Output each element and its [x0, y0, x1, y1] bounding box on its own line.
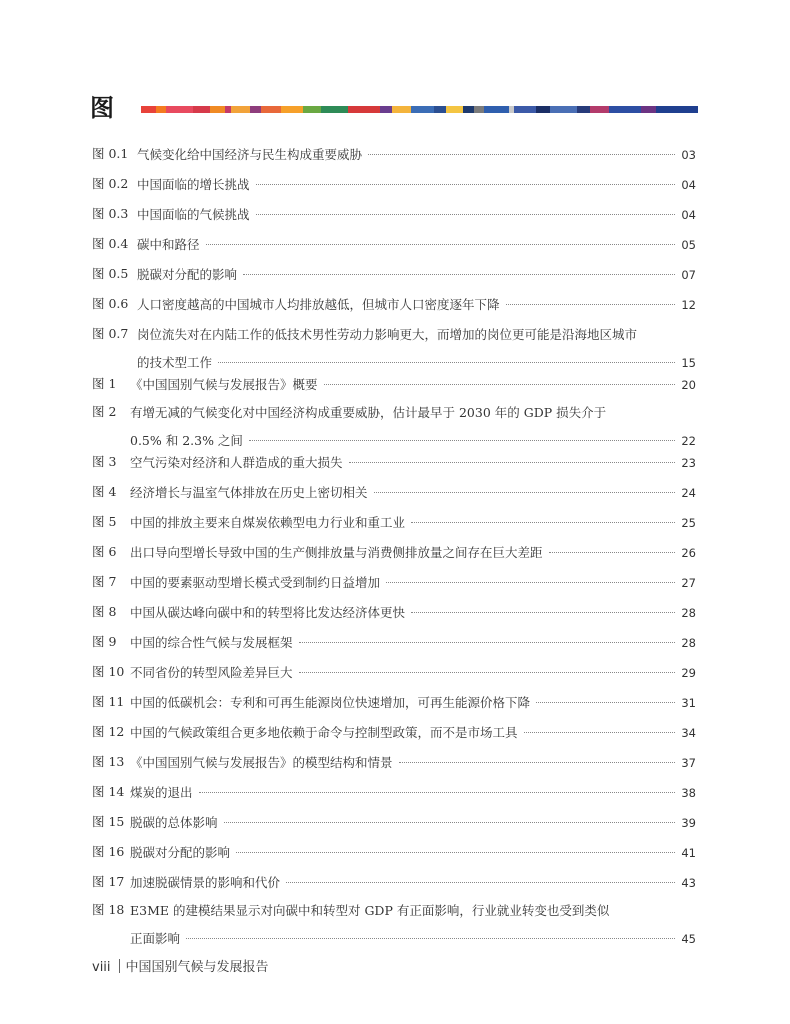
color-bar-segment — [250, 106, 261, 113]
page-number: 38 — [681, 786, 696, 800]
color-bar-segment — [411, 106, 433, 113]
dot-leader — [206, 244, 676, 245]
figure-title: 中国的低碳机会：专利和可再生能源岗位快速增加，可再生能源价格下降 — [130, 695, 531, 710]
page-number: 39 — [681, 816, 696, 830]
dot-leader — [524, 732, 676, 733]
dot-leader — [549, 552, 676, 553]
page-number: 04 — [681, 178, 696, 192]
dot-leader — [243, 274, 675, 275]
dot-leader — [399, 762, 676, 763]
figure-number: 图 10 — [92, 664, 125, 679]
color-bar-segment — [484, 106, 509, 113]
figure-number: 图 0.7 — [92, 326, 129, 341]
figure-title: 中国的排放主要来自煤炭依赖型电力行业和重工业 — [130, 515, 406, 530]
color-bar-segment — [231, 106, 251, 113]
figure-title: 加速脱碳情景的影响和代价 — [130, 875, 281, 890]
color-bar-segment — [261, 106, 281, 113]
page-number: 29 — [681, 666, 696, 680]
figure-title: 中国的综合性气候与发展框架 — [130, 635, 293, 650]
footer-separator — [119, 959, 120, 973]
figure-title: 《中国国别气候与发展报告》概要 — [130, 377, 318, 392]
decorative-color-bar — [141, 106, 698, 113]
color-bar-segment — [590, 106, 610, 113]
figure-number: 图 18 — [92, 902, 125, 917]
color-bar-segment — [514, 106, 536, 113]
figure-title: 碳中和路径 — [137, 237, 200, 252]
figure-number: 图 9 — [92, 634, 117, 649]
dot-leader — [299, 672, 676, 673]
figure-title: 不同省份的转型风险差异巨大 — [130, 665, 293, 680]
dot-leader — [374, 492, 676, 493]
dot-leader — [506, 304, 676, 305]
page-number: 27 — [681, 576, 696, 590]
figure-title: 的技术型工作 — [137, 355, 213, 370]
color-bar-segment — [577, 106, 589, 113]
figure-number: 图 0.5 — [92, 266, 129, 281]
page-number: 25 — [681, 516, 696, 530]
page-number: 12 — [681, 298, 696, 312]
color-bar-segment — [321, 106, 348, 113]
dot-leader — [368, 154, 675, 155]
figure-number: 图 2 — [92, 404, 117, 419]
color-bar-segment — [303, 106, 320, 113]
figure-number: 图 7 — [92, 574, 117, 589]
figure-entry[interactable] — [92, 452, 696, 474]
figure-title: 中国的要素驱动型增长模式受到制约日益增加 — [130, 575, 381, 590]
figure-title: 中国面临的增长挑战 — [137, 177, 250, 192]
figure-title: 脱碳的总体影响 — [130, 815, 218, 830]
figure-title: 煤炭的退出 — [130, 785, 193, 800]
dot-leader — [236, 852, 675, 853]
figure-number: 图 11 — [92, 694, 125, 709]
figure-number: 图 0.2 — [92, 176, 129, 191]
figure-entry[interactable] — [92, 374, 696, 396]
page-number: 15 — [681, 356, 696, 370]
dot-leader — [349, 462, 676, 463]
footer-page-number: viii — [92, 960, 111, 975]
dot-leader — [411, 522, 675, 523]
dot-leader — [186, 938, 675, 939]
color-bar-segment — [193, 106, 210, 113]
figure-number: 图 0.4 — [92, 236, 129, 251]
color-bar-segment — [550, 106, 577, 113]
figure-title: 岗位流失对在内陆工作的低技术男性劳动力影响更大，而增加的岗位更可能是沿海地区城市 — [137, 327, 638, 342]
dot-leader — [224, 822, 676, 823]
figure-entry[interactable] — [92, 482, 696, 504]
figure-title: 《中国国别气候与发展报告》的模型结构和情景 — [130, 755, 393, 770]
page-number: 31 — [681, 696, 696, 710]
figure-entry[interactable] — [92, 662, 696, 684]
color-bar-segment — [281, 106, 303, 113]
page-number: 04 — [681, 208, 696, 222]
page-number: 37 — [681, 756, 696, 770]
page-number: 20 — [681, 378, 696, 392]
page-number: 43 — [681, 876, 696, 890]
figure-entry[interactable] — [92, 602, 696, 624]
figure-entry[interactable] — [92, 144, 696, 166]
figure-title: 正面影响 — [130, 931, 181, 946]
dot-leader — [249, 440, 675, 441]
figure-entry[interactable] — [92, 632, 696, 654]
color-bar-segment — [141, 106, 156, 113]
color-bar-segment — [210, 106, 225, 113]
page-number: 05 — [681, 238, 696, 252]
color-bar-segment — [536, 106, 551, 113]
figure-entry[interactable] — [92, 752, 696, 774]
figure-entry[interactable] — [92, 842, 696, 864]
page-number: 26 — [681, 546, 696, 560]
figure-entry[interactable] — [92, 692, 696, 714]
page-number: 22 — [681, 434, 696, 448]
color-bar-segment — [446, 106, 463, 113]
page-number: 28 — [681, 606, 696, 620]
color-bar-segment — [434, 106, 446, 113]
figure-number: 图 17 — [92, 874, 125, 889]
dot-leader — [324, 384, 676, 385]
dot-leader — [218, 362, 675, 363]
color-bar-segment — [474, 106, 484, 113]
figure-title: 人口密度越高的中国城市人均排放越低，但城市人口密度逐年下降 — [137, 297, 500, 312]
figure-title: 经济增长与温室气体排放在历史上密切相关 — [130, 485, 368, 500]
figure-entry[interactable] — [92, 204, 696, 226]
color-bar-segment — [463, 106, 474, 113]
figure-number: 图 4 — [92, 484, 117, 499]
figure-entry[interactable] — [92, 512, 696, 534]
figure-number: 图 6 — [92, 544, 117, 559]
figure-title: 中国面临的气候挑战 — [137, 207, 250, 222]
page-number: 07 — [681, 268, 696, 282]
page-footer — [92, 956, 269, 975]
figure-title: 气候变化给中国经济与民生构成重要威胁 — [137, 147, 363, 162]
dot-leader — [256, 184, 676, 185]
figure-title: 脱碳对分配的影响 — [137, 267, 238, 282]
dot-leader — [536, 702, 675, 703]
figure-number: 图 8 — [92, 604, 117, 619]
footer-title: 中国国别气候与发展报告 — [125, 960, 269, 975]
figure-entry[interactable] — [92, 264, 696, 286]
figure-entry[interactable] — [92, 402, 696, 452]
figure-number: 图 16 — [92, 844, 125, 859]
color-bar-segment — [166, 106, 193, 113]
figure-entry[interactable] — [92, 542, 696, 564]
figure-number: 图 3 — [92, 454, 117, 469]
color-bar-segment — [380, 106, 392, 113]
page-heading: 图 — [90, 94, 114, 122]
dot-leader — [199, 792, 676, 793]
figure-title: 出口导向型增长导致中国的生产侧排放量与消费侧排放量之间存在巨大差距 — [130, 545, 543, 560]
figure-number: 图 13 — [92, 754, 125, 769]
page-number: 45 — [681, 932, 696, 946]
figure-title: 脱碳对分配的影响 — [130, 845, 231, 860]
figure-number: 图 12 — [92, 724, 125, 739]
figure-entry[interactable] — [92, 294, 696, 316]
page-number: 34 — [681, 726, 696, 740]
figure-title: 中国的气候政策组合更多地依赖于命令与控制型政策，而不是市场工具 — [130, 725, 518, 740]
page-number: 28 — [681, 636, 696, 650]
figure-entry[interactable] — [92, 872, 696, 894]
dot-leader — [411, 612, 675, 613]
figure-number: 图 5 — [92, 514, 117, 529]
figure-title: 中国从碳达峰向碳中和的转型将比发达经济体更快 — [130, 605, 406, 620]
figure-number: 图 0.3 — [92, 206, 129, 221]
figure-number: 图 0.1 — [92, 146, 129, 161]
figure-entry[interactable] — [92, 722, 696, 744]
figure-title: 空气污染对经济和人群造成的重大损失 — [130, 455, 343, 470]
figure-number: 图 0.6 — [92, 296, 129, 311]
figure-title: 有增无减的气候变化对中国经济构成重要威胁，估计最早于 2030 年的 GDP 损失介于 — [130, 405, 607, 420]
color-bar-segment — [641, 106, 656, 113]
figure-entry[interactable] — [92, 174, 696, 196]
figure-title: E3ME 的建模结果显示对向碳中和转型对 GDP 有正面影响，行业就业转变也受到类似 — [130, 903, 610, 918]
figure-number: 图 14 — [92, 784, 125, 799]
dot-leader — [299, 642, 676, 643]
figure-number: 图 15 — [92, 814, 125, 829]
page-number: 03 — [681, 148, 696, 162]
figure-title: 0.5% 和 2.3% 之间 — [130, 433, 243, 448]
figure-entry[interactable] — [92, 812, 696, 834]
figure-entry[interactable] — [92, 234, 696, 256]
color-bar-segment — [156, 106, 166, 113]
figure-entry[interactable] — [92, 782, 696, 804]
figure-entry[interactable] — [92, 572, 696, 594]
dot-leader — [256, 214, 676, 215]
color-bar-segment — [609, 106, 641, 113]
page-number: 23 — [681, 456, 696, 470]
dot-leader — [386, 582, 675, 583]
figure-entry[interactable] — [92, 900, 696, 950]
page-number: 24 — [681, 486, 696, 500]
figure-entry[interactable] — [92, 324, 696, 374]
color-bar-segment — [392, 106, 412, 113]
dot-leader — [286, 882, 675, 883]
page-number: 41 — [681, 846, 696, 860]
color-bar-segment — [656, 106, 698, 113]
figure-number: 图 1 — [92, 376, 117, 391]
color-bar-segment — [348, 106, 380, 113]
